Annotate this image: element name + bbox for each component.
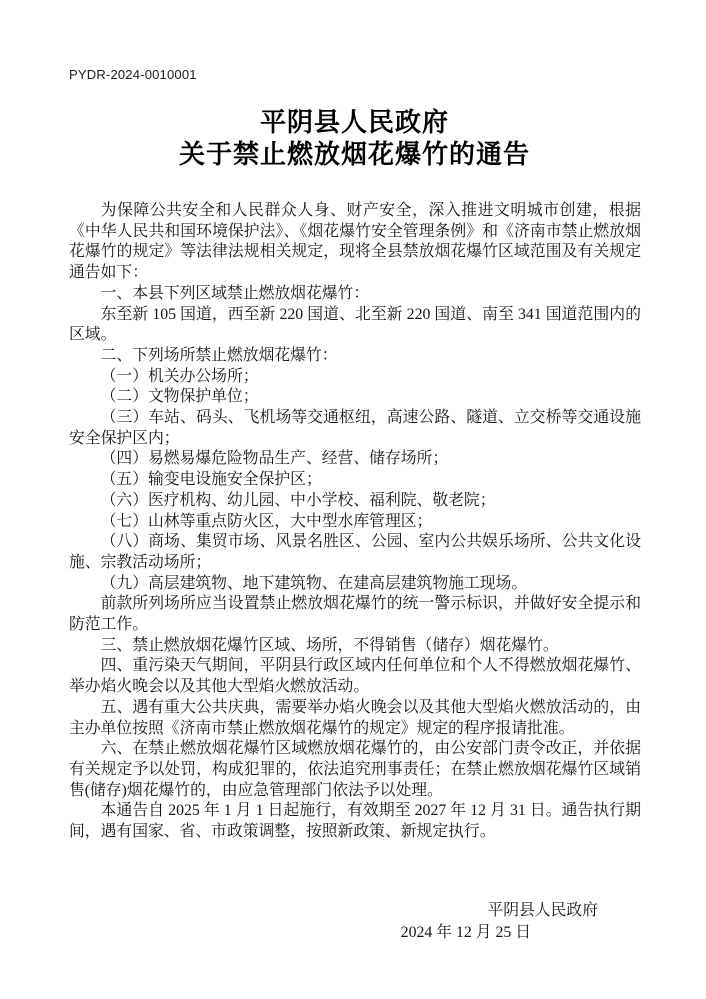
signature-issuer: 平阴县人民政府 — [487, 901, 598, 919]
notice-title — [69, 107, 640, 171]
signature-block — [69, 900, 641, 945]
body-paragraph: （四）易燃易爆危险物品生产、经营、储存场所； — [100, 450, 449, 468]
body-paragraph: 六、在禁止燃放烟花爆竹区域燃放烟花爆竹的，由公安部门责令改正，并依据有关规定予以处罚，构成犯罪的，依法追究刑事责任；在禁止燃放烟花爆竹区域销售(储存)烟花爆竹的，由应急管理部门依法予以处理。 — [69, 740, 641, 799]
body-paragraph: （三）车站、码头、飞机场等交通枢纽，高速公路、隧道、立交桥等交通设施安全保护区内； — [69, 409, 641, 447]
body-paragraph: 三、禁止燃放烟花爆竹区域、场所，不得销售（储存）烟花爆竹。 — [100, 636, 559, 654]
body-paragraph: （七）山林等重点防火区，大中型水库管理区； — [100, 512, 433, 530]
body-paragraph: 四、重污染天气期间，平阴县行政区域内任何单位和个人不得燃放烟花爆竹、举办焰火晚会以及其他大型焰火燃放活动。 — [69, 657, 641, 696]
body-paragraph: 五、遇有重大公共庆典，需要举办焰火晚会以及其他大型焰火燃放活动的，由主办单位按照《济南市禁止燃放烟花爆竹的规定》规定的程序报请批准。 — [69, 698, 641, 737]
notice-title-line1: 平阴县人民政府 — [259, 108, 449, 137]
body-paragraph: （八）商场、集贸市场、风景名胜区、公园、室内公共娱乐场所、公共文化设施、宗教活动场所； — [69, 533, 641, 571]
body-paragraph: （九）高层建筑物、地下建筑物、在建高层建筑物施工现场。 — [100, 574, 528, 592]
signature-date: 2024 年 12 月 25 日 — [400, 923, 531, 941]
body-paragraph: 一、本县下列区域禁止燃放烟花爆竹： — [100, 284, 370, 302]
body-paragraph: 前款所列场所应当设置禁止燃放烟花爆竹的统一警示标识，并做好安全提示和防范工作。 — [69, 595, 641, 634]
notice-title-line2: 关于禁止燃放烟花爆竹的通告 — [178, 140, 530, 169]
body-paragraph: （一）机关办公场所； — [100, 367, 259, 385]
notice-body — [69, 201, 641, 843]
body-paragraph: 本通告自 2025 年 1 月 1 日起施行，有效期至 2027 年 12 月 31 日。通告执行期间，遇有国家、省、市政策调整，按照新政策、新规定执行。 — [69, 802, 641, 841]
body-paragraph: （五）输变电设施安全保护区； — [100, 471, 322, 489]
body-paragraph: 东至新 105 国道，西至新 220 国道、北至新 220 国道、南至 341 国道范围内的区域。 — [69, 305, 641, 344]
body-paragraph: （六）医疗机构、幼儿园、中小学校、福利院、敬老院； — [100, 491, 496, 509]
body-paragraph: 为保障公共安全和人民群众人身、财产安全，深入推进文明城市创建，根据《中华人民共和国环境保护法》、《烟花爆竹安全管理条例》和《济南市禁止燃放烟花爆竹的规定》等法律法规相关规定，现将全县禁放烟花爆竹区域范围及有关规定通告如下： — [69, 202, 641, 282]
body-paragraph: （二）文物保护单位； — [100, 388, 259, 406]
body-paragraph: 二、下列场所禁止燃放烟花爆竹： — [100, 346, 338, 364]
document-number: PYDR-2024-0010001 — [69, 67, 197, 82]
